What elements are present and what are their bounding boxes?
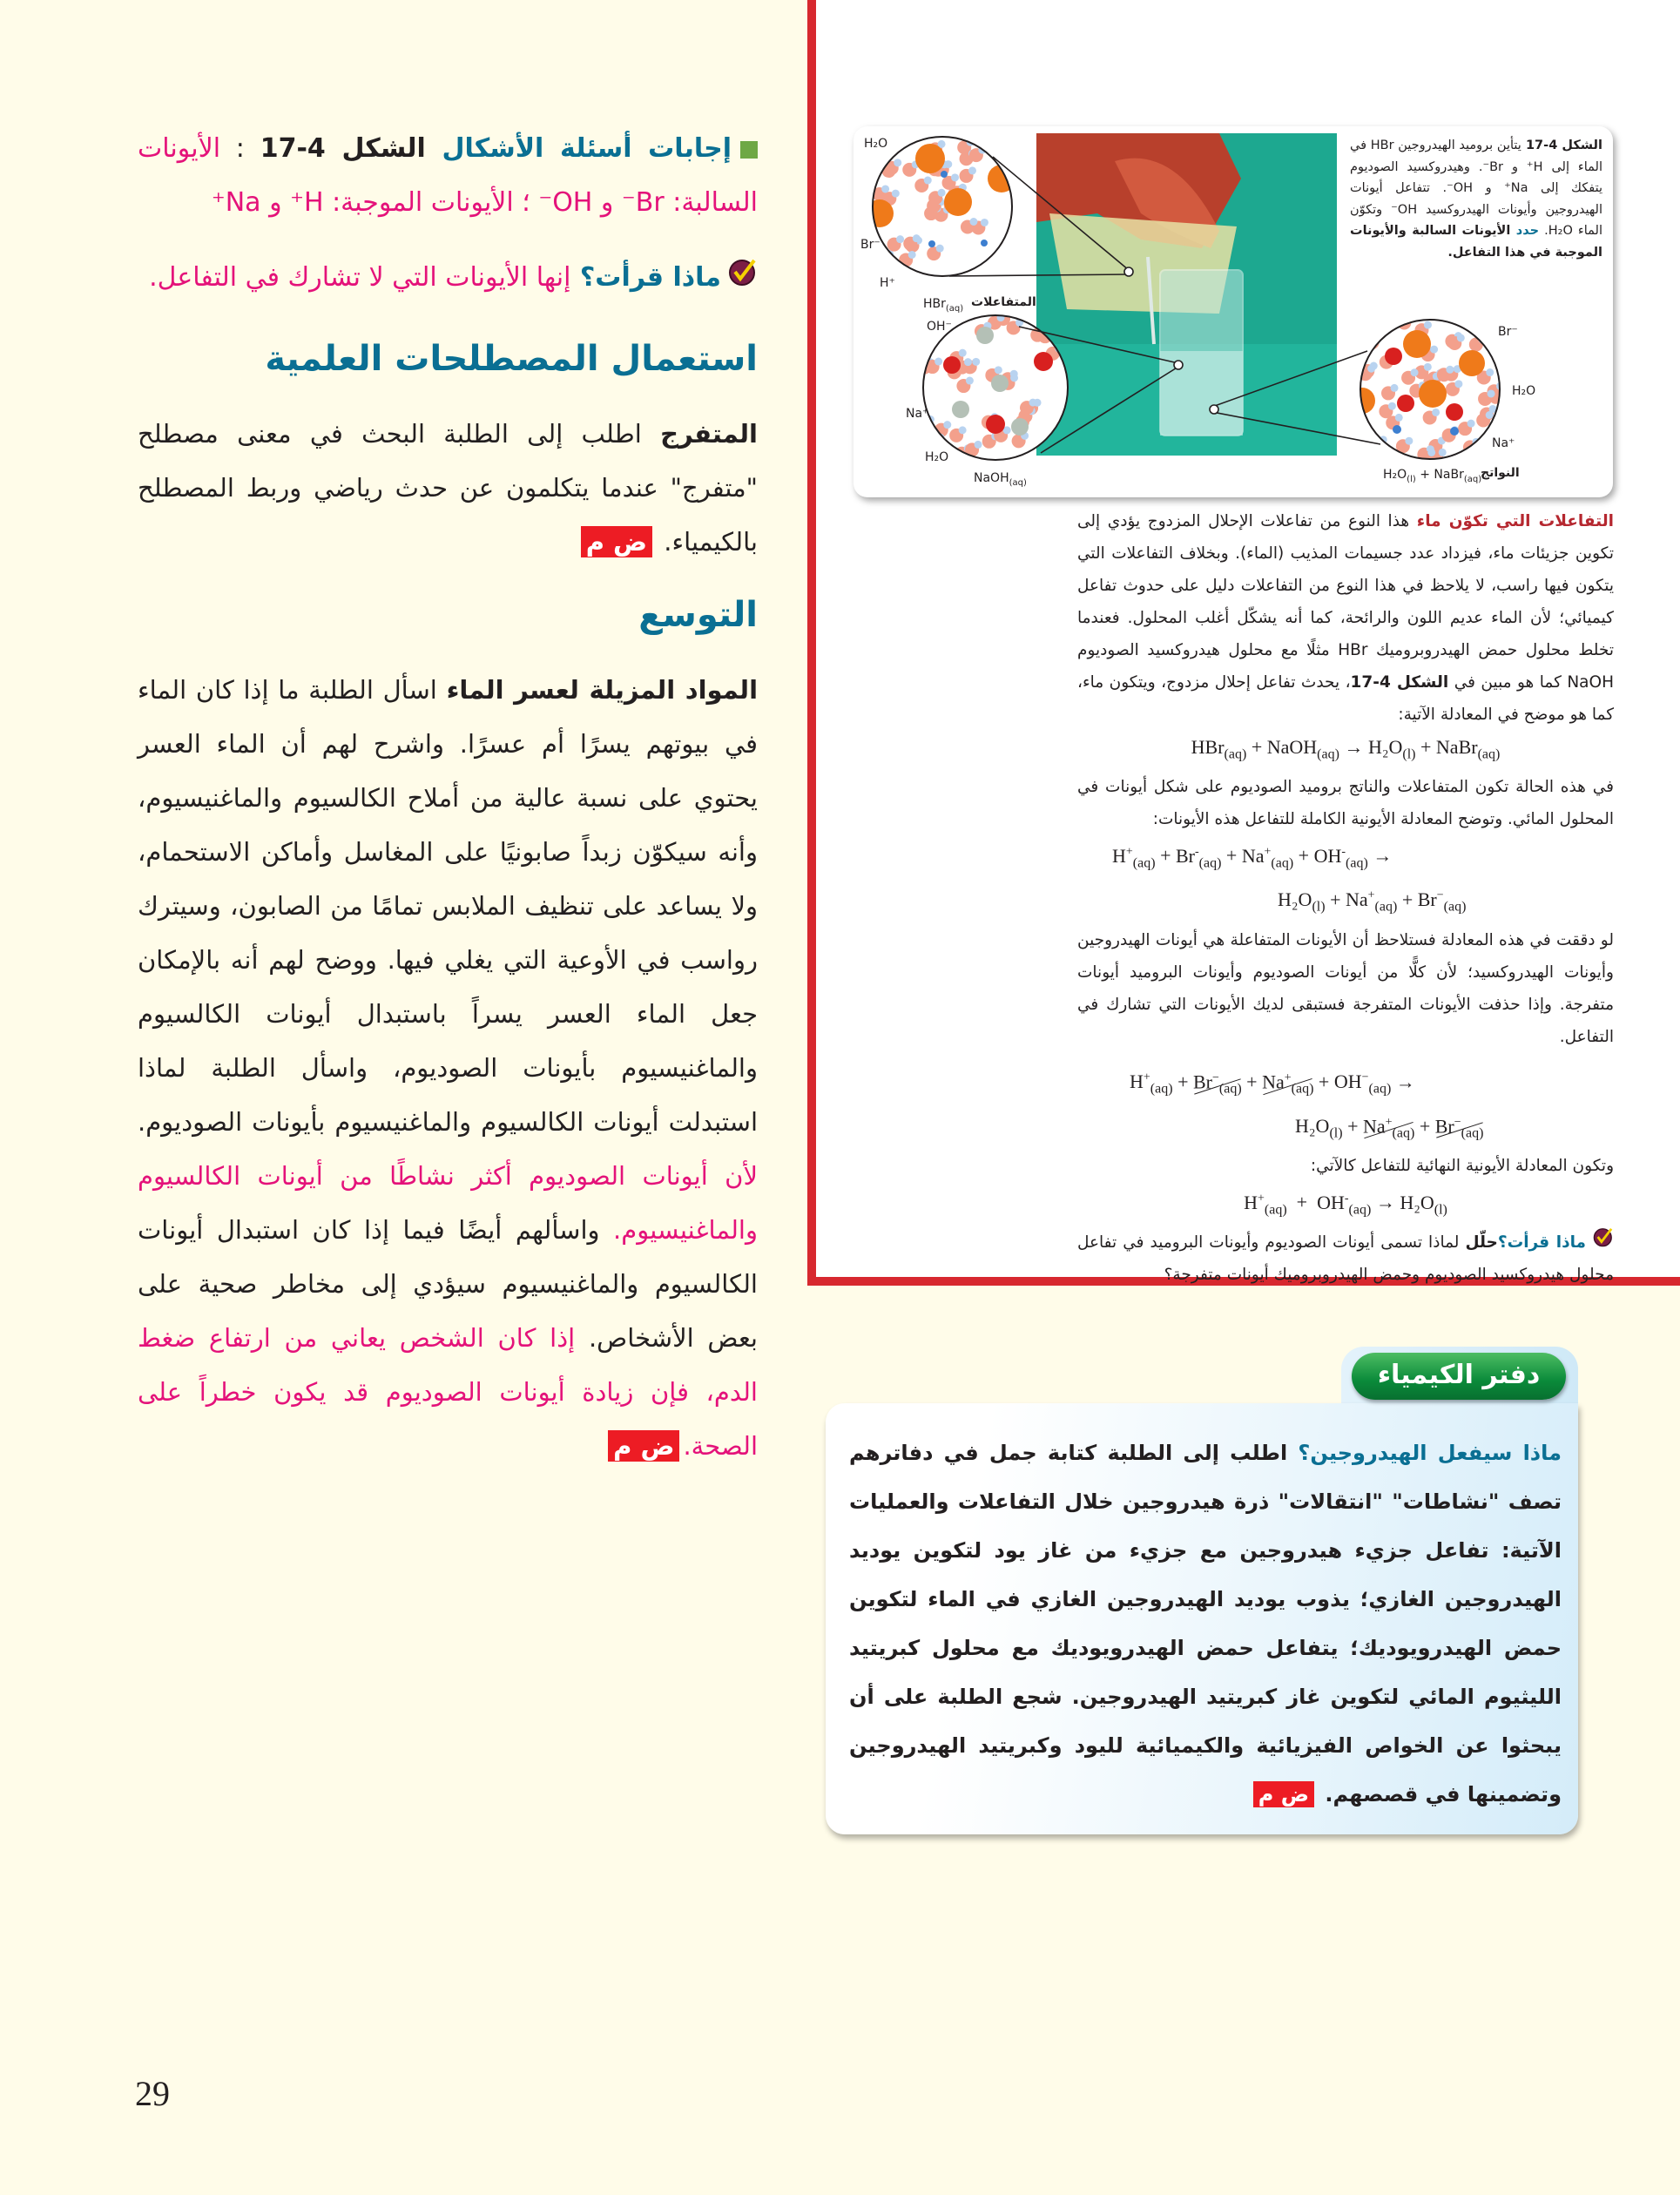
state: (aq) (1368, 1081, 1392, 1097)
water-molecule (1366, 335, 1380, 349)
operator: → (1367, 844, 1393, 867)
state: (l) (1434, 1201, 1447, 1217)
text-run: : (220, 133, 260, 164)
operator: + (1313, 1070, 1334, 1093)
aq-subscript: (aq) (1463, 474, 1482, 484)
water-product (1385, 348, 1402, 365)
water-product (1397, 395, 1414, 412)
text-run: 4-17 (260, 133, 326, 164)
figure-caption (1350, 135, 1602, 263)
formula: H₂O (1400, 1191, 1434, 1213)
charge: + (1258, 1192, 1265, 1206)
hydroxide-ion (986, 415, 1005, 434)
formula: OH (1313, 844, 1342, 867)
formula: Br (1192, 1070, 1212, 1093)
charge: - (1344, 1192, 1349, 1206)
charge: + (1284, 1070, 1292, 1084)
chemical-term (1244, 1191, 1287, 1217)
chemical-term (1278, 888, 1326, 915)
operator: + (1246, 736, 1267, 758)
hydrogen-ion (928, 240, 935, 247)
figure-4-17 (853, 126, 1613, 497)
text-run: المواد المزيلة لعسر الماء (446, 674, 759, 705)
equation-line (1077, 1182, 1614, 1226)
formula: H₂O (1278, 888, 1312, 911)
chemical-term (1333, 1070, 1392, 1097)
state: (aq) (1150, 1081, 1173, 1097)
state: (aq) (1443, 899, 1467, 915)
operator: + (1221, 844, 1242, 867)
text-run: ، يحدث تفاعل إحلال مزدوج، ويتكون ماء، كما هو موضح في المعادلة الآتية: (1077, 673, 1614, 724)
charge: + (1143, 1070, 1150, 1084)
formula: Na (1241, 844, 1265, 867)
formula: H (1130, 1070, 1144, 1093)
state: (aq) (1374, 899, 1398, 915)
chemical-term (1313, 844, 1368, 871)
page-number: 29 (135, 2074, 170, 2113)
bromide-ion (1403, 330, 1431, 358)
text-run: لو دققت في هذه المعادلة فستلاحظ أن الأيونات المتفاعلة هي أيونات الهيدروجين وأيونات الهيدروكسيد؛ لأن كلًّا من أيونات الصوديوم وأيونات البروميد أيونات متفرجة. وإذا حذفت الأيونات المتفرجة فستبقى لديك الأيونات التي تشارك في التفاعل. (1077, 930, 1614, 1046)
sodium-ion (1011, 418, 1029, 436)
operator: + (1286, 1191, 1318, 1213)
operator: + (1397, 888, 1418, 911)
state: (l) (1402, 746, 1416, 762)
formula: OH (1333, 1070, 1362, 1093)
equation-line (1130, 1106, 1614, 1151)
state: (l) (1329, 1125, 1343, 1141)
bromide-ion (944, 188, 972, 216)
equation-line (1112, 835, 1614, 880)
hydrogen-ion (981, 240, 988, 247)
formula: H (1112, 844, 1126, 867)
extension-paragraph (138, 663, 758, 1473)
text-run: اسأل الطلبة ما إذا كان الماء في بيوتهم يسرًا أم عسرًا. واشرح لهم أن الماء العسر يحتوي على نسبة عالية من أملاح الكالسيوم والماغنيسيوم، وأنه سيكوّن زبداً صابونيًا على المغاسل وأماكن الاستحمام، ولا يساعد على تنظيف الملابس تمامًا من الصابون، وسيترك رواسب في الأوعية التي يغلي فيها. ووضح لهم أنه بالإمكان جعل الماء العسر يسراً باستبدال أيونات الكالسيوم والماغنيسيوم بأيونات الصوديوم، واسأل الطلبة لماذا استبدلت أيونات الكالسيوم والماغنيسيوم بأيونات الصوديوم. (138, 674, 758, 1137)
text-run: يتأين بروميد الهيدروجين HBr في الماء إلى H⁺ و Br⁻. وهيدروكسيد الصوديوم يتفكك إلى Na⁺ و OH⁻. تتفاعل أيونات الهيدروجين وأيونات الهيدروكسيد OH⁻ وتكوّن الماء H₂O. (1350, 138, 1603, 238)
label-h2o: H₂O (925, 450, 949, 464)
products-molecule-view (1349, 314, 1506, 465)
text-run: المتفرج (660, 418, 758, 449)
text-run: الشكل 4-17 (1521, 138, 1602, 152)
reading-check (138, 251, 758, 306)
chemical-term (1367, 736, 1416, 762)
text-run: الشكل 4-17 (1350, 673, 1449, 692)
charge: − (1454, 1115, 1461, 1129)
state: (aq) (1271, 855, 1294, 871)
water-molecule (985, 265, 999, 279)
state: (aq) (1198, 855, 1222, 871)
sodium-ion (1393, 425, 1401, 434)
paragraph-water-forming (1077, 505, 1614, 731)
text-run: ماذا قرأت؟ (1497, 1233, 1587, 1252)
charge: − (1361, 1070, 1369, 1084)
label-products-formula (1383, 468, 1481, 484)
label-br-ion: Br⁻ (860, 238, 880, 252)
text-run: واسألهم أيضًا فيما إذا كان استبدال أيونات الكالسيوم والماغنيسيوم سيؤدي إلى مخاطر صحية على بعض الأشخاص. (138, 1214, 759, 1353)
equation-cancelled (1077, 1062, 1614, 1150)
chemical-term (1191, 736, 1247, 762)
text-run: التفاعلات التي تكوّن ماء (1416, 512, 1614, 530)
water-molecule (877, 259, 891, 273)
naoh-formula: NaOH (974, 471, 1009, 485)
chemical-term (1130, 1070, 1173, 1097)
h2o-formula: H₂O (1383, 468, 1407, 482)
teaching-strategy-badge: ض م (1253, 1781, 1314, 1807)
bromide-ion (1459, 350, 1485, 376)
green-square-bullet-icon (740, 141, 758, 159)
text-run: هذا النوع من تفاعلات الإحلال المزدوج يؤدي إلى تكوين جزيئات ماء، فيزداد عدد جسيمات المذيب (الماء). وبخلاف التفاعلات التي يتكون فيها راسب، لا يلاحظ في هذا النوع من التفاعلات دليل على حدوث تفاعل كيميائي؛ لأن الماء عديم اللون والرائحة، كما أنه يشكّل أغلب المحلول. فعندما تخلط محلول حمض الهيدروبروميك HBr مثلًا مع محلول هيدروكسيد الصوديوم NaOH كما هو مبين في (1077, 512, 1614, 692)
formula: Br (1434, 1114, 1454, 1137)
label-reactants: المتفاعلات (971, 295, 1036, 309)
hydroxide-ion (943, 356, 961, 374)
chemical-term (1241, 844, 1294, 871)
state: (aq) (1346, 855, 1368, 871)
operator: + (1415, 736, 1436, 758)
operator: + (1293, 844, 1314, 867)
paragraph-net-ionic (1077, 1150, 1614, 1182)
text-run: ماذا قرأت؟ (570, 262, 721, 293)
charge: + (1264, 845, 1272, 859)
equation-line (1077, 731, 1614, 771)
equation-net-ionic (1077, 1182, 1614, 1226)
chemical-term (1317, 1191, 1372, 1217)
chemical-term (1435, 1106, 1484, 1151)
text-run: الأيونات السالبة والأيونات الموجبة في هذا التفاعل. (1350, 224, 1602, 260)
operator: + (1414, 1114, 1435, 1137)
operator: + (1342, 1114, 1363, 1137)
text-run: الشكل (325, 133, 442, 164)
formula: Br (1417, 888, 1437, 911)
sodium-ion (1450, 427, 1459, 436)
bromide-ion (866, 199, 894, 227)
extension-heading: التوسع (638, 594, 758, 635)
charge: − (1211, 1070, 1219, 1084)
charge: − (1436, 889, 1444, 903)
state: (l) (1312, 899, 1326, 915)
figure-answers (138, 122, 758, 230)
chemical-term (1363, 1106, 1414, 1151)
text-run: لأن أيونات الصوديوم أكثر نشاطًا من أيونات الكالسيوم والماغنيسيوم. (138, 1160, 758, 1245)
paragraph-spectator (1077, 924, 1614, 1053)
charge: - (1341, 845, 1346, 859)
teacher-notes-column (138, 122, 758, 1473)
operator: + (1241, 1070, 1263, 1093)
text-run: حلّل (1465, 1233, 1498, 1252)
formula: NaOH (1266, 736, 1318, 758)
vocabulary-paragraph (138, 407, 758, 569)
formula: H₂O (1367, 736, 1403, 758)
text-run: حدد (1510, 224, 1540, 238)
state: (aq) (1132, 855, 1156, 871)
teaching-strategy-badge: ض م (608, 1430, 679, 1462)
label-h2o: H₂O (1512, 384, 1536, 398)
chemical-term (1400, 1191, 1447, 1217)
checkmark-icon (1593, 1226, 1614, 1259)
formula: HBr (1191, 736, 1225, 758)
reading-check-question (1077, 1226, 1614, 1292)
formula: H₂O (1295, 1114, 1330, 1137)
charge: + (1367, 889, 1375, 903)
charge: + (1125, 845, 1133, 859)
chemical-term (1417, 888, 1467, 915)
text-run: إنها الأيونات التي لا تشارك في التفاعل. (149, 262, 571, 293)
water-product (1446, 403, 1463, 421)
chemical-term (1266, 736, 1339, 762)
formula: OH (1317, 1191, 1345, 1213)
sodium-ion (991, 375, 1009, 392)
text-run: إجابات أسئلة الأشكال (442, 133, 732, 164)
state: (aq) (1264, 1201, 1287, 1217)
checkmark-icon (728, 252, 758, 306)
text-run: وتكون المعادلة الأيونية النهائية للتفاعل كالآتي: (1310, 1157, 1614, 1176)
nabr-formula: NaBr (1434, 468, 1464, 482)
sodium-ion (952, 401, 969, 418)
teaching-strategy-badge: ض م (581, 526, 652, 557)
l-subscript: (l) (1407, 474, 1416, 484)
state: (aq) (1218, 1081, 1242, 1097)
label-br-ion: Br⁻ (1498, 325, 1518, 339)
operator: → (1339, 736, 1368, 758)
operator: + (1325, 888, 1346, 911)
sodium-ion (976, 327, 994, 344)
formula: H (1244, 1191, 1258, 1213)
chemical-term (1345, 888, 1398, 915)
water-molecule (877, 253, 891, 267)
text-run: اطلب إلى الطلبة كتابة جمل في دفاترهم تصف "نشاطات" "انتقالات" ذرة هيدروجين خلال التفاعلات والعمليات الآتية: تفاعل جزيء هيدروجين مع جزيء من غاز يود لتكوين يوديد الهيدروجين الغازي؛ يذوب يوديد الهيدروجين الغازي في الماء لتكوين حمض الهيدرويوديك؛ يتفاعل حمض الهيدرويوديك مع محلول كبريتيد الليثيوم المائي لتكوين غاز كبريتيد الهيدروجين. شجع الطلبة على أن يبحثوا عن الخواص الفيزيائية والكيميائية لليود وكبريتيد الهيدروجين وتضمينها في قصصهم. (849, 1441, 1562, 1807)
formula: Na (1362, 1114, 1386, 1137)
chemical-term (1193, 1062, 1242, 1106)
label-naoh (974, 471, 1027, 488)
label-h2o: H₂O (864, 137, 888, 151)
chemical-term (1435, 736, 1501, 762)
text-run: إذا كان الشخص يعاني من ارتفاع ضغط الدم، فإن زيادة أيونات الصوديوم قد يكون خطراً على الصحة. (138, 1322, 758, 1461)
label-oh-ion: OH⁻ (927, 320, 952, 334)
chemical-term (1262, 1062, 1313, 1106)
charge: - (1194, 845, 1199, 859)
bromide-ion (915, 144, 945, 173)
label-na-ion: Na⁺ (906, 407, 929, 421)
water-molecule (1469, 338, 1483, 352)
formula: Na (1262, 1070, 1285, 1093)
chemical-term (1295, 1114, 1343, 1141)
water-molecule (928, 436, 941, 449)
equation-line (1112, 880, 1614, 924)
formula: Br (1175, 844, 1195, 867)
operator: → (1391, 1070, 1415, 1093)
bromide-ion (1419, 380, 1447, 408)
text-run: الأيونات السالبة: Br⁻ و OH⁻ ؛ الأيونات الموجبة: H⁺ و Na⁺ (138, 133, 758, 218)
vocabulary-heading: استعمال المصطلحات العلمية (265, 338, 758, 379)
hbr-formula: HBr (923, 297, 946, 311)
formula: NaBr (1435, 736, 1478, 758)
hydrogen-ion (941, 171, 948, 178)
notebook-paragraph (849, 1428, 1562, 1819)
text-run: اطلب إلى الطلبة البحث في معنى مصطلح "متفرج" عندما يتكلمون عن حدث رياضي وربط المصطلح بالكيمياء. (138, 418, 758, 557)
plus-sign: + (1420, 468, 1430, 482)
text-run: في هذه الحالة تكون المتفاعلات والناتج بروميد الصوديوم على شكل أيونات في المحلول المائي. وتوضح المعادلة الأيونية الكاملة للتفاعل هذه الأيونات: (1077, 778, 1614, 829)
aq-subscript: (aq) (1009, 477, 1027, 488)
state: (aq) (1477, 746, 1501, 762)
text-run: ماذا سيفعل الهيدروجين؟ (1298, 1441, 1562, 1465)
equation-molecular (1077, 731, 1614, 771)
operator: + (1172, 1070, 1193, 1093)
label-na-ion: Na⁺ (1492, 436, 1515, 450)
state: (aq) (1348, 1201, 1372, 1217)
state: (aq) (1461, 1125, 1484, 1141)
water-molecule (996, 265, 1010, 279)
hydroxide-ion (1034, 352, 1053, 371)
photo-beakers (1036, 133, 1337, 456)
equation-complete-ionic (1077, 835, 1614, 923)
notebook-title: دفتر الكيمياء (1352, 1353, 1566, 1400)
state: (aq) (1317, 746, 1339, 762)
label-hbr (923, 297, 963, 314)
chemical-term (1175, 844, 1222, 871)
lesson-body-text (1077, 505, 1614, 1291)
equation-line (1130, 1062, 1614, 1106)
label-h-ion: H⁺ (880, 276, 895, 290)
operator: → (1371, 1191, 1400, 1213)
charge: + (1385, 1115, 1393, 1129)
operator: + (1155, 844, 1176, 867)
aq-subscript: (aq) (945, 303, 964, 314)
label-products: النواتج (1481, 466, 1520, 480)
chemical-term (1112, 844, 1156, 871)
paragraph-ionic (1077, 771, 1614, 835)
text-run: لماذا تسمى أيونات الصوديوم وأيونات البروميد في تفاعل محلول هيدروكسيد الصوديوم وحمض الهيدروبروميك أيونات متفرجة؟ (1077, 1233, 1614, 1285)
state: (aq) (1291, 1081, 1314, 1097)
formula: Na (1345, 888, 1368, 911)
state: (aq) (1224, 746, 1247, 762)
state: (aq) (1392, 1125, 1415, 1141)
